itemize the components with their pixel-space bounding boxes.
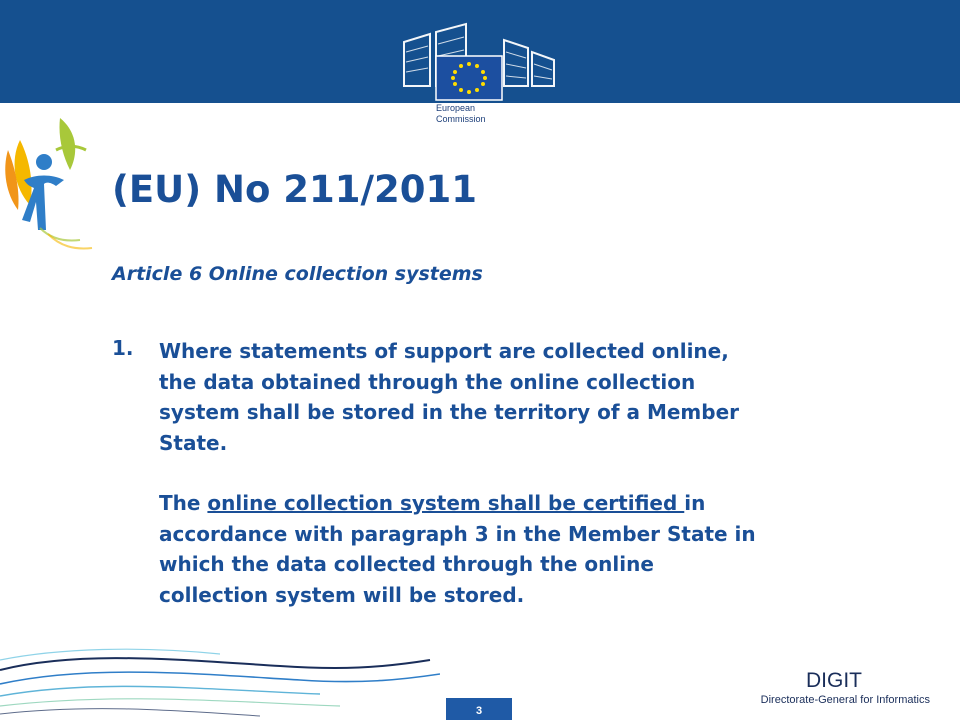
berlaymont-building-icon: [400, 22, 560, 102]
body-text: [159, 336, 929, 610]
paragraph-1: Where statements of support are collected online, the data obtained through the online collection system shall be stored in the territory of a Member State.: [159, 339, 740, 455]
list-item-number: 1.: [112, 336, 134, 360]
paragraph-2-prefix: The: [159, 491, 208, 515]
logo-text: [436, 103, 516, 125]
digit-subtitle: Directorate-General for Informatics: [760, 694, 930, 706]
paragraph-2-rest: accordance with paragraph 3 in the Member State in which the data collected through the online collection system will be stored.: [159, 521, 756, 607]
decorative-waves: [0, 640, 440, 720]
citizens-people-icon: [0, 110, 100, 255]
paragraph-2-underlined: online collection system shall be certified: [207, 491, 685, 515]
paragraph-2: [159, 488, 929, 610]
digit-label: DIGIT: [806, 669, 862, 692]
paragraph-2-line1-rest: in: [684, 491, 706, 515]
logo-line-european: European: [436, 103, 476, 113]
logo-line-commission: Commission: [436, 114, 486, 124]
slide-title: (EU) No 211/2011: [112, 168, 478, 211]
european-commission-logo: [400, 22, 560, 134]
slide-subtitle: Article 6 Online collection systems: [112, 263, 483, 285]
page-number: 3: [446, 698, 512, 720]
